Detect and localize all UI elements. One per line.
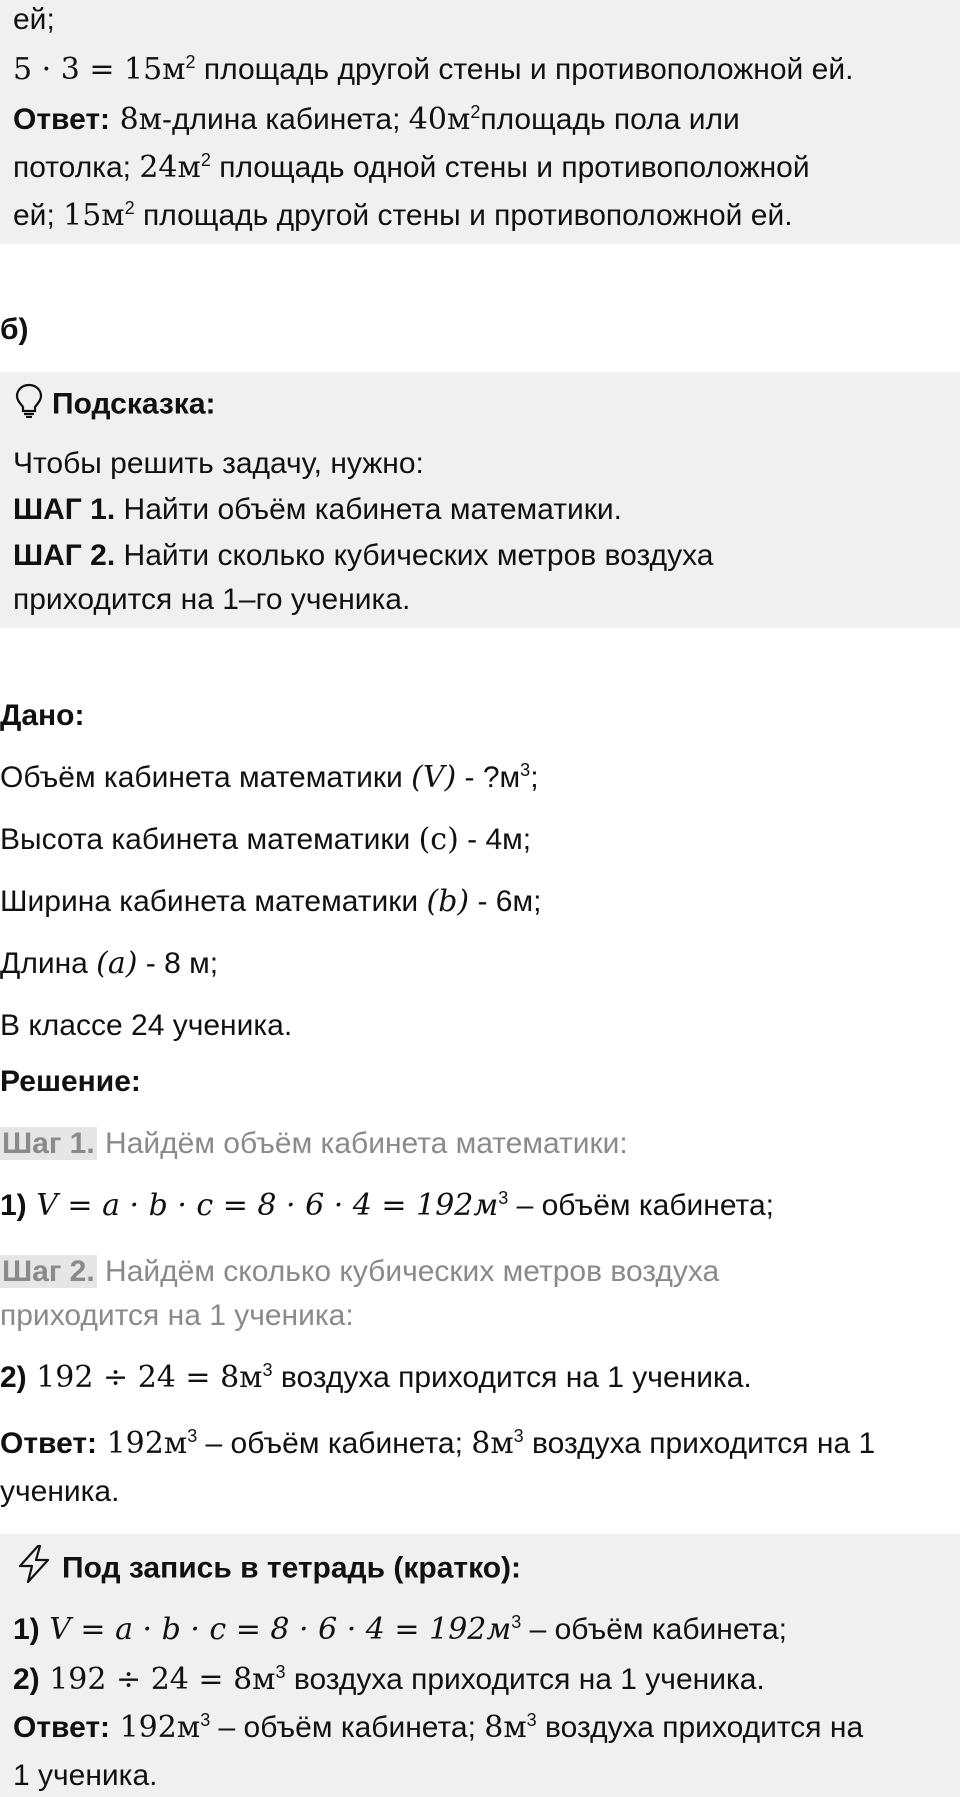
given-volume: Объём кабинета математики $(V) - ?м^3$; [0, 760, 539, 795]
given-width: Ширина кабинета математики (b) - 6м; [0, 884, 542, 919]
answer-line: потолка; $24м^2$ площадь одной стены и противоположной [13, 150, 810, 185]
part-label: б) [0, 313, 29, 346]
solution-step-2: Шаг 2. Найдём сколько кубических метров воздуха [2, 1255, 720, 1288]
hint-step-2-cont: приходится на 1–го ученика. [13, 583, 411, 616]
formula-line: $5 \cdot 3 = 15м^2$ площадь другой стены и противоположной ей. [13, 52, 854, 87]
hint-intro: Чтобы решить задачу, нужно: [13, 447, 424, 480]
solution-eq-2: 2) $192 \div 24 = 8м^3$ воздуха приходится на 1 ученика. [0, 1360, 752, 1395]
previous-answer-box [0, 0, 960, 244]
answer-line: Ответ: 8м-длина кабинета; $40м^2площадь$ пола или [13, 102, 740, 137]
given-height: Высота кабинета математики (c) - 4м; [0, 822, 532, 857]
hint-step-1: ШАГ 1. Найти объём кабинета математики. [13, 493, 622, 526]
solution-answer: Ответ: $192м^3$ – объём кабинета; $8м^3$ воздуха приходится на 1 [0, 1426, 876, 1461]
given-length: Длина (a) - 8 м; [0, 946, 219, 981]
hint-step-2: ШАГ 2. Найти сколько кубических метров воздуха [13, 539, 714, 572]
hint-header: Подсказка: [14, 382, 216, 429]
notebook-answer-cont: 1 ученика. [13, 1759, 158, 1792]
text-line: ей; [13, 3, 55, 36]
notebook-eq-2: 2) $192 \div 24 = 8м^3$ воздуха приходится на 1 ученика. [13, 1662, 765, 1697]
solution-step-1: Шаг 1. Найдём объём кабинета математики: [2, 1127, 628, 1160]
solution-eq-1: 1) $V = a \cdot b \cdot c = 8 \cdot 6 \cdot 4 = 192м^3$ – объём кабинета; [0, 1188, 774, 1223]
solution-answer-cont: ученика. [0, 1475, 120, 1508]
lightning-icon [14, 1544, 54, 1595]
notebook-answer: Ответ: $192м^3$ – объём кабинета; $8м^3$ воздуха приходится на [13, 1710, 864, 1745]
solution-step-2-cont: приходится на 1 ученика: [0, 1299, 354, 1332]
notebook-header: Под запись в тетрадь (кратко): [14, 1544, 521, 1595]
given-title: Дано: [0, 699, 85, 732]
notebook-eq-1: 1) $V = a \cdot b \cdot c = 8 \cdot 6 \cdot 4 = 192м^3$ – объём кабинета; [13, 1612, 787, 1647]
solution-title: Решение: [0, 1065, 141, 1098]
notebook-box [0, 1534, 960, 1797]
hint-box [0, 372, 960, 628]
lightbulb-icon [14, 382, 44, 429]
given-students: В классе 24 ученика. [0, 1009, 293, 1042]
answer-line: ей; $15м^2$ площадь другой стены и противоположной ей. [13, 198, 793, 233]
